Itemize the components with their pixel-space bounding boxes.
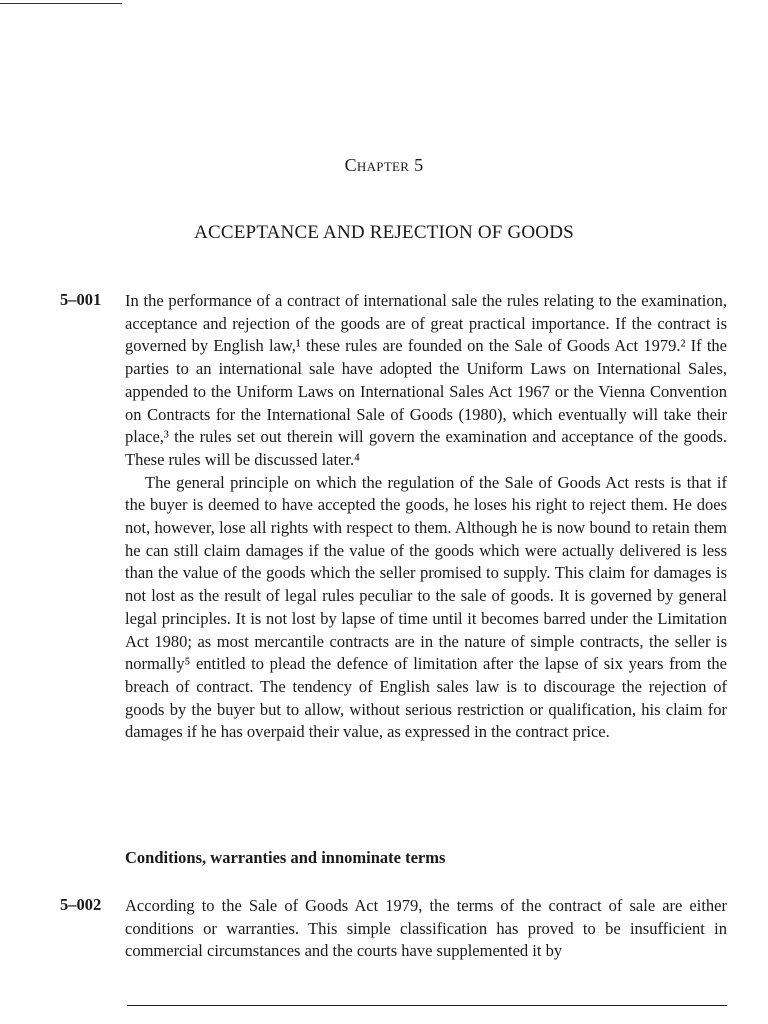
top-rule xyxy=(0,3,122,4)
chapter-label: Chapter 5 xyxy=(344,155,424,175)
paragraph-text: According to the Sale of Goods Act 1979, the terms of the contract of sale are either conditions or warranties. This simple classification has proved to be insufficient in commercial circumstances and the courts have supplemented it by xyxy=(125,896,727,961)
paragraph-5-002 xyxy=(125,895,727,963)
paragraph-5-001 xyxy=(125,290,727,744)
paragraph-text: In the performance of a contract of international sale the rules relating to the examination, acceptance and rejection of the goods are of great practical importance. If the contract is governed by English law,¹ these rules are founded on the Sale of Goods Act 1979.² If the parties to an international sale have adopted the Uniform Laws on International Sales, appended to the Uniform Laws on International Sales Act 1967 or the Vienna Convention on Contracts for the International Sale of Goods (1980), which eventually will take their place,³ the rules set out therein will govern the examination and acceptance of the goods. These rules will be discussed later.⁴ xyxy=(125,291,727,469)
bottom-rule xyxy=(127,1005,727,1006)
paragraph-number-5-002: 5–002 xyxy=(60,895,102,914)
section-heading: Conditions, warranties and innominate terms xyxy=(125,848,446,867)
paragraph-number-5-001: 5–001 xyxy=(60,290,102,309)
paragraph-text: The general principle on which the regulation of the Sale of Goods Act rests is that if the buyer is deemed to have accepted the goods, he loses his right to reject them. He does not, however, lose all rights with respect to them. Although he is now bound to retain them he can still claim damages if the value of the goods which were actually delivered is less than the value of the goods which the seller promised to supply. This claim for damages is not lost as the result of legal rules peculiar to the sale of goods. It is governed by general legal principles. It is not lost by lapse of time until it becomes barred under the Limitation Act 1980; as most mercantile contracts are in the nature of simple contracts, the seller is normally⁵ entitled to plead the defence of limitation after the lapse of six years from the breach of contract. The tendency of English sales law is to discourage the rejection of goods by the buyer but to allow, without serious restriction or qualification, his claim for damages if he has overpaid their value, as expressed in the contract price. xyxy=(125,472,727,742)
chapter-title: ACCEPTANCE AND REJECTION OF GOODS xyxy=(194,222,574,243)
